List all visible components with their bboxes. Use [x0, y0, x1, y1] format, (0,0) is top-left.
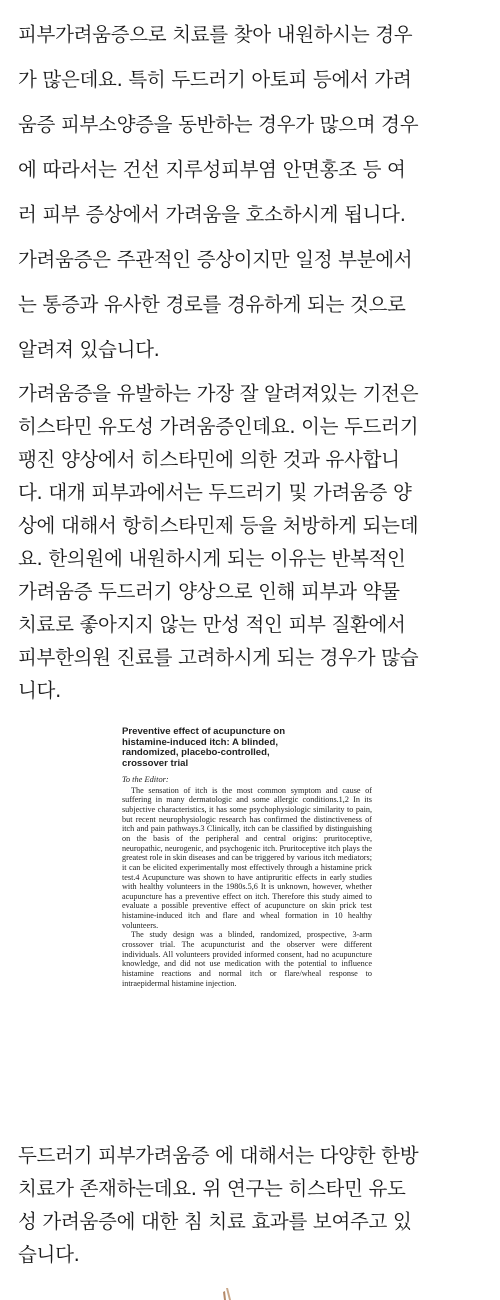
mechanism-line: 피부한의원 진료를 고려하시게 되는 경우가 많습 [18, 646, 419, 669]
mechanism-line: 다. 대개 피부과에서는 두드러기 및 가려움증 양 [18, 481, 412, 504]
treatment-line: 습니다. [18, 1243, 80, 1266]
mechanism-line: 요. 한의원에 내원하시게 되는 이유는 반복적인 [18, 547, 406, 570]
paper-excerpt-image [122, 727, 372, 988]
intro-line: 알려져 있습니다. [18, 338, 160, 361]
mechanism-paragraph [18, 377, 488, 707]
intro-line: 가 많은데요. 특히 두드러기 아토피 등에서 가려 [18, 68, 412, 91]
mechanism-line: 가려움증을 유발하는 가장 잘 알려져있는 기전은 [18, 382, 419, 405]
intro-line: 움증 피부소양증을 동반하는 경우가 많으며 경우 [18, 113, 419, 136]
paper-body-paragraph-2: The study design was a blinded, randomized, prospective, 3-arm crossover trial. The acupuncturist and the observer were different individuals. All volunteers provided informed consent, had no acupuncture knowledge, and did not use medication with the potential to influence histamine reactions and normal itch or flare/wheal response to intraepidermal histamine injection. [122, 930, 372, 988]
mechanism-line: 가려움증 두드러기 양상으로 인해 피부과 약물 [18, 580, 400, 603]
mechanism-line: 니다. [18, 679, 61, 702]
mechanism-line: 치료로 좋아지지 않는 만성 적인 피부 질환에서 [18, 613, 406, 636]
intro-line: 가려움증은 주관적인 증상이지만 일정 부분에서 [18, 248, 413, 271]
treatment-paragraph [18, 1139, 488, 1271]
mechanism-line: 히스타민 유도성 가려움증인데요. 이는 두드러기 [18, 415, 419, 438]
intro-line: 러 피부 증상에서 가려움을 호소하시게 됩니다. [18, 203, 406, 226]
treatment-line: 성 가려움증에 대한 침 치료 효과를 보여주고 있 [18, 1210, 412, 1233]
paper-body-paragraph-1: The sensation of itch is the most common symptom and cause of suffering in many dermatologic and some allergic conditions.1,2 In its subjective characteristics, it has some psychophysiologic similarity to pain, but recent neurophysiologic research has confirmed the distinctiveness of itch and pain pathways.3 Clinically, itch can be classified by distinguishing on the basis of the peripheral and central origins: pruritoceptive, neuropathic, neurogenic, and psychogenic itch. Pruritoceptive itch plays the greatest role in skin diseases and can be triggered by various itch mediators; it can be elicited experimentally most effectively through a histamine prick test.4 Acupuncture was shown to have antipruritic effects in early studies with healthy volunteers in the 1980s.5,6 It is unknown, however, whether acupuncture has a preventive effect on itch. Therefore this study aimed to evaluate a possible preventive effect of acupuncture on skin prick test histamine-induced itch and flare and wheal formation in 10 healthy volunteers. [122, 785, 372, 930]
intro-line: 피부가려움증으로 치료를 찾아 내원하시는 경우 [18, 23, 413, 46]
intro-line: 에 따라서는 건선 지루성피부염 안면홍조 등 여 [18, 158, 406, 181]
mechanism-line: 팽진 양상에서 히스타민에 의한 것과 유사합니 [18, 448, 400, 471]
intro-paragraph [18, 12, 488, 372]
cropped-image-fragment-icon [220, 1286, 234, 1300]
paper-salutation: To the Editor: [122, 775, 169, 784]
treatment-line: 치료가 존재하는데요. 위 연구는 히스타민 유도 [18, 1177, 406, 1200]
mechanism-line: 상에 대해서 항히스타민제 등을 처방하게 되는데 [18, 514, 419, 537]
paper-title: Preventive effect of acupuncture on histamine-induced itch: A blinded, randomized, placebo-controlled, crossover trial [122, 726, 286, 769]
treatment-line: 두드러기 피부가려움증 에 대해서는 다양한 한방 [18, 1144, 419, 1167]
intro-line: 는 통증과 유사한 경로를 경유하게 되는 것으로 [18, 293, 406, 316]
